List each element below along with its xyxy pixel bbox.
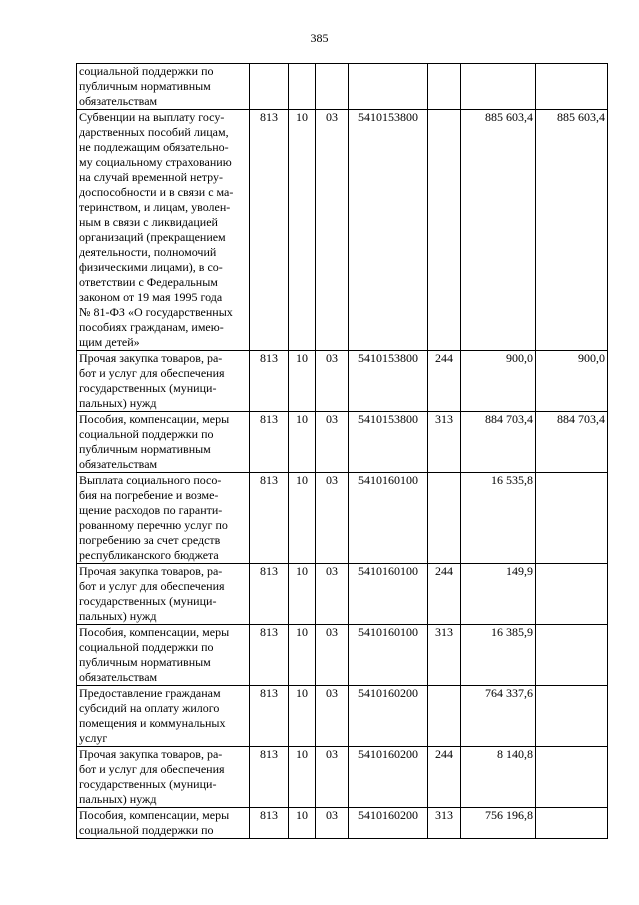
cell-subsection-code: 03 (316, 412, 349, 473)
cell-ministry-code: 813 (250, 473, 289, 564)
cell-section-code: 10 (289, 564, 316, 625)
item-name-line: пособиях гражданам, имею- (79, 320, 224, 334)
item-name-line: законом от 19 мая 1995 года (79, 290, 223, 304)
item-name-line: пальных) нужд (79, 792, 157, 806)
cell-expense-type (428, 64, 461, 110)
item-name-line: на случай временной нетру- (79, 170, 223, 184)
cell-amount-subvention (536, 686, 608, 747)
item-name-line: социальной поддержки по (79, 640, 214, 654)
item-name-line: социальной поддержки по (79, 823, 214, 837)
item-name-line: обязательствам (79, 94, 158, 108)
cell-section-code: 10 (289, 110, 316, 351)
item-name-line: бот и услуг для обеспечения (79, 762, 225, 776)
cell-expense-type: 313 (428, 412, 461, 473)
cell-amount-total: 885 603,4 (461, 110, 536, 351)
cell-amount-total (461, 64, 536, 110)
item-name-line: субсидий на оплату жилого (79, 701, 220, 715)
cell-expense-type: 313 (428, 625, 461, 686)
cell-amount-subvention: 900,0 (536, 351, 608, 412)
cell-section-code: 10 (289, 412, 316, 473)
item-name-line: щение расходов по гаранти- (79, 503, 223, 517)
cell-ministry-code: 813 (250, 564, 289, 625)
cell-section-code: 10 (289, 747, 316, 808)
item-name-line: публичным нормативным (79, 655, 211, 669)
item-name-line: бия на погребение и возме- (79, 488, 219, 502)
item-name-line: ответствии с Федеральным (79, 275, 218, 289)
table-row (77, 625, 608, 686)
cell-target-article: 5410160200 (349, 808, 428, 839)
table-row (77, 747, 608, 808)
cell-section-code: 10 (289, 473, 316, 564)
item-name-line: обязательствам (79, 670, 158, 684)
item-name-line: Субвенции на выплату госу- (79, 110, 225, 124)
item-name-line: дарственных пособий лицам, (79, 125, 229, 139)
item-name-line: доспособности и в связи с ма- (79, 185, 234, 199)
item-name-line: теринством, и лицам, уволен- (79, 200, 231, 214)
cell-subsection-code: 03 (316, 473, 349, 564)
cell-target-article: 5410160200 (349, 747, 428, 808)
item-name-line: погребению за счет средств (79, 533, 221, 547)
cell-ministry-code: 813 (250, 110, 289, 351)
cell-amount-subvention (536, 64, 608, 110)
cell-section-code: 10 (289, 808, 316, 839)
item-name-line: физическими лицами), в со- (79, 260, 223, 274)
item-name-line: публичным нормативным (79, 442, 211, 456)
cell-amount-total: 16 535,8 (461, 473, 536, 564)
cell-subsection-code (316, 64, 349, 110)
item-name-line: не подлежащим обязательно- (79, 140, 229, 154)
item-name-line: Прочая закупка товаров, ра- (79, 351, 223, 365)
cell-amount-total: 884 703,4 (461, 412, 536, 473)
cell-amount-total: 8 140,8 (461, 747, 536, 808)
item-name-line: рованному перечню услуг по (79, 518, 228, 532)
cell-target-article: 5410160100 (349, 625, 428, 686)
item-name-line: ным в связи с ликвидацией (79, 215, 218, 229)
cell-amount-subvention (536, 808, 608, 839)
cell-amount-subvention: 884 703,4 (536, 412, 608, 473)
cell-item-name (77, 351, 250, 412)
cell-ministry-code: 813 (250, 412, 289, 473)
item-name-line: Пособия, компенсации, меры (79, 808, 230, 822)
cell-item-name (77, 110, 250, 351)
cell-amount-subvention (536, 473, 608, 564)
cell-target-article: 5410160100 (349, 564, 428, 625)
table-row (77, 686, 608, 747)
cell-amount-total: 16 385,9 (461, 625, 536, 686)
item-name-line: помещения и коммунальных (79, 716, 226, 730)
item-name-line: № 81-ФЗ «О государственных (79, 305, 233, 319)
cell-item-name (77, 64, 250, 110)
cell-target-article: 5410160200 (349, 686, 428, 747)
cell-subsection-code: 03 (316, 625, 349, 686)
table-row (77, 351, 608, 412)
table-row (77, 473, 608, 564)
cell-expense-type (428, 110, 461, 351)
item-name-line: Пособия, компенсации, меры (79, 412, 230, 426)
cell-target-article: 5410153800 (349, 351, 428, 412)
cell-item-name (77, 473, 250, 564)
table-row (77, 808, 608, 839)
item-name-line: бот и услуг для обеспечения (79, 579, 225, 593)
cell-section-code: 10 (289, 625, 316, 686)
cell-item-name (77, 625, 250, 686)
table-row (77, 412, 608, 473)
page-number: 385 (310, 31, 329, 45)
cell-expense-type (428, 686, 461, 747)
item-name-line: услуг (79, 731, 108, 745)
cell-amount-subvention: 885 603,4 (536, 110, 608, 351)
cell-subsection-code: 03 (316, 351, 349, 412)
cell-amount-subvention (536, 747, 608, 808)
cell-ministry-code: 813 (250, 808, 289, 839)
item-name-line: Пособия, компенсации, меры (79, 625, 230, 639)
item-name-line: государственных (муници- (79, 381, 217, 395)
cell-item-name (77, 747, 250, 808)
item-name-line: государственных (муници- (79, 777, 217, 791)
item-name-line: деятельности, полномочий (79, 245, 217, 259)
cell-target-article: 5410153800 (349, 110, 428, 351)
item-name-line: Прочая закупка товаров, ра- (79, 564, 223, 578)
item-name-line: пальных) нужд (79, 609, 157, 623)
cell-item-name (77, 412, 250, 473)
cell-item-name (77, 808, 250, 839)
cell-expense-type: 244 (428, 747, 461, 808)
table-row (77, 564, 608, 625)
item-name-line: бот и услуг для обеспечения (79, 366, 225, 380)
item-name-line: Предоставление гражданам (79, 686, 221, 700)
cell-subsection-code: 03 (316, 686, 349, 747)
cell-target-article (349, 64, 428, 110)
item-name-line: обязательствам (79, 457, 158, 471)
cell-amount-total: 764 337,6 (461, 686, 536, 747)
cell-ministry-code: 813 (250, 625, 289, 686)
budget-table (76, 63, 608, 839)
cell-expense-type: 313 (428, 808, 461, 839)
cell-subsection-code: 03 (316, 110, 349, 351)
cell-amount-total: 149,9 (461, 564, 536, 625)
cell-ministry-code: 813 (250, 747, 289, 808)
cell-expense-type (428, 473, 461, 564)
cell-ministry-code: 813 (250, 686, 289, 747)
cell-target-article: 5410160100 (349, 473, 428, 564)
table-row (77, 64, 608, 110)
cell-expense-type: 244 (428, 351, 461, 412)
table-body (77, 64, 608, 839)
item-name-line: организаций (прекращением (79, 230, 226, 244)
item-name-line: Выплата социального посо- (79, 473, 222, 487)
cell-section-code: 10 (289, 351, 316, 412)
item-name-line: щим детей» (79, 335, 140, 349)
cell-amount-total: 756 196,8 (461, 808, 536, 839)
item-name-line: Прочая закупка товаров, ра- (79, 747, 223, 761)
item-name-line: пальных) нужд (79, 396, 157, 410)
cell-subsection-code: 03 (316, 564, 349, 625)
cell-amount-total: 900,0 (461, 351, 536, 412)
cell-expense-type: 244 (428, 564, 461, 625)
item-name-line: му социальному страхованию (79, 155, 232, 169)
cell-ministry-code (250, 64, 289, 110)
item-name-line: республиканского бюджета (79, 548, 219, 562)
cell-ministry-code: 813 (250, 351, 289, 412)
item-name-line: публичным нормативным (79, 79, 211, 93)
cell-item-name (77, 686, 250, 747)
item-name-line: государственных (муници- (79, 594, 217, 608)
cell-target-article: 5410153800 (349, 412, 428, 473)
cell-amount-subvention (536, 564, 608, 625)
cell-subsection-code: 03 (316, 808, 349, 839)
cell-section-code (289, 64, 316, 110)
item-name-line: социальной поддержки по (79, 64, 214, 78)
cell-amount-subvention (536, 625, 608, 686)
table-row (77, 110, 608, 351)
cell-section-code: 10 (289, 686, 316, 747)
item-name-line: социальной поддержки по (79, 427, 214, 441)
cell-subsection-code: 03 (316, 747, 349, 808)
cell-item-name (77, 564, 250, 625)
